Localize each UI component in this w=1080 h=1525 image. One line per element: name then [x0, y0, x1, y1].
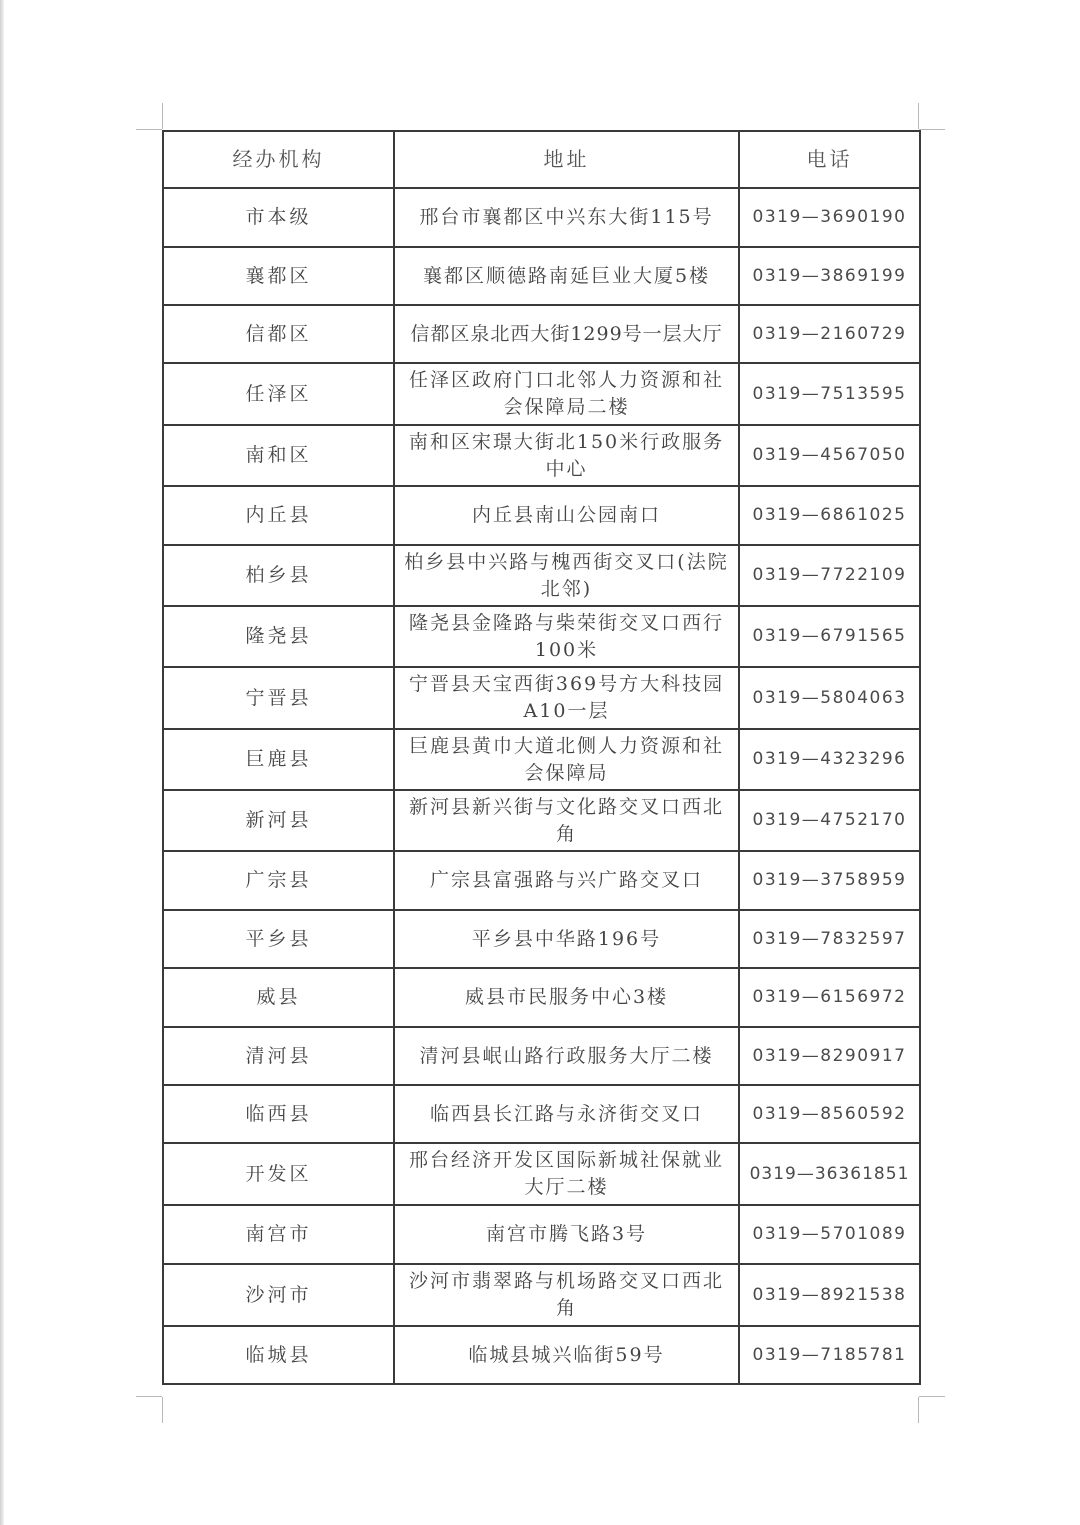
- agency-cell: 清河县: [163, 1027, 394, 1085]
- crop-mark-bottom-right-h: [919, 1396, 945, 1397]
- table-row: [163, 910, 920, 968]
- agency-cell: 宁晋县: [163, 667, 394, 729]
- address-cell: 巨鹿县黄巾大道北侧人力资源和社会保障局: [394, 729, 739, 790]
- table-row: [163, 606, 920, 667]
- address-cell: 新河县新兴街与文化路交叉口西北角: [394, 790, 739, 851]
- address-cell: 隆尧县金隆路与柴荣街交叉口西行100米: [394, 606, 739, 667]
- crop-mark-bottom-right-v: [918, 1397, 919, 1423]
- agency-table: [162, 130, 921, 1385]
- table-row: [163, 851, 920, 910]
- agency-cell: 沙河市: [163, 1264, 394, 1326]
- agency-cell: 任泽区: [163, 363, 394, 425]
- address-cell: 宁晋县天宝西街369号方大科技园A10一层: [394, 667, 739, 729]
- crop-mark-top-left-v: [162, 103, 163, 129]
- table-row: [163, 1326, 920, 1384]
- phone-cell: 0319—8290917: [739, 1027, 920, 1085]
- agency-cell: 开发区: [163, 1143, 394, 1205]
- crop-mark-bottom-left-v: [162, 1397, 163, 1423]
- phone-cell: 0319—3690190: [739, 188, 920, 247]
- address-cell: 广宗县富强路与兴广路交叉口: [394, 851, 739, 910]
- phone-cell: 0319—6861025: [739, 486, 920, 545]
- agency-cell: 巨鹿县: [163, 729, 394, 790]
- table-row: [163, 1027, 920, 1085]
- address-cell: 沙河市翡翠路与机场路交叉口西北角: [394, 1264, 739, 1326]
- table-row: [163, 545, 920, 606]
- phone-cell: 0319—7513595: [739, 363, 920, 425]
- phone-cell: 0319—3758959: [739, 851, 920, 910]
- crop-mark-top-right-h: [919, 129, 945, 130]
- agency-cell: 隆尧县: [163, 606, 394, 667]
- address-cell: 南宫市腾飞路3号: [394, 1205, 739, 1264]
- address-cell: 临城县城兴临街59号: [394, 1326, 739, 1384]
- table-row: [163, 305, 920, 363]
- agency-cell: 南和区: [163, 425, 394, 486]
- table-row: [163, 1264, 920, 1326]
- agency-cell: 威县: [163, 968, 394, 1027]
- agency-cell: 柏乡县: [163, 545, 394, 606]
- agency-cell: 平乡县: [163, 910, 394, 968]
- agency-cell: 临西县: [163, 1085, 394, 1143]
- phone-cell: 0319—4752170: [739, 790, 920, 851]
- address-cell: 威县市民服务中心3楼: [394, 968, 739, 1027]
- phone-cell: 0319—5804063: [739, 667, 920, 729]
- table-row: [163, 486, 920, 545]
- agency-cell: 市本级: [163, 188, 394, 247]
- header-phone: 电话: [739, 131, 920, 188]
- table-row: [163, 1143, 920, 1205]
- table-row: [163, 425, 920, 486]
- phone-cell: 0319—7185781: [739, 1326, 920, 1384]
- crop-mark-top-right-v: [918, 103, 919, 129]
- phone-cell: 0319—6791565: [739, 606, 920, 667]
- table-row: [163, 247, 920, 305]
- address-cell: 任泽区政府门口北邻人力资源和社会保障局二楼: [394, 363, 739, 425]
- table-row: [163, 729, 920, 790]
- address-cell: 襄都区顺德路南延巨业大厦5楼: [394, 247, 739, 305]
- address-cell: 内丘县南山公园南口: [394, 486, 739, 545]
- table-row: [163, 968, 920, 1027]
- phone-cell: 0319—7832597: [739, 910, 920, 968]
- crop-mark-bottom-left-h: [136, 1396, 162, 1397]
- address-cell: 信都区泉北西大街1299号一层大厅: [394, 305, 739, 363]
- table-row: [163, 1205, 920, 1264]
- agency-cell: 新河县: [163, 790, 394, 851]
- phone-cell: 0319—2160729: [739, 305, 920, 363]
- phone-cell: 0319—4567050: [739, 425, 920, 486]
- table-row: [163, 790, 920, 851]
- header-row: [163, 131, 920, 188]
- agency-cell: 广宗县: [163, 851, 394, 910]
- address-cell: 平乡县中华路196号: [394, 910, 739, 968]
- header-agency: 经办机构: [163, 131, 394, 188]
- address-cell: 南和区宋璟大街北150米行政服务中心: [394, 425, 739, 486]
- phone-cell: 0319—6156972: [739, 968, 920, 1027]
- address-cell: 邢台市襄都区中兴东大街115号: [394, 188, 739, 247]
- phone-cell: 0319—8921538: [739, 1264, 920, 1326]
- table-row: [163, 363, 920, 425]
- address-cell: 清河县岷山路行政服务大厅二楼: [394, 1027, 739, 1085]
- table-row: [163, 188, 920, 247]
- agency-cell: 临城县: [163, 1326, 394, 1384]
- address-cell: 柏乡县中兴路与槐西街交叉口(法院北邻): [394, 545, 739, 606]
- phone-cell: 0319—3869199: [739, 247, 920, 305]
- page-edge: [0, 0, 4, 1525]
- phone-cell: 0319—4323296: [739, 729, 920, 790]
- agency-cell: 内丘县: [163, 486, 394, 545]
- address-cell: 邢台经济开发区国际新城社保就业大厅二楼: [394, 1143, 739, 1205]
- agency-cell: 信都区: [163, 305, 394, 363]
- phone-cell: 0319—8560592: [739, 1085, 920, 1143]
- table-row: [163, 1085, 920, 1143]
- crop-mark-top-left-h: [136, 129, 162, 130]
- header-address: 地址: [394, 131, 739, 188]
- agency-cell: 襄都区: [163, 247, 394, 305]
- phone-cell: 0319—36361851: [739, 1143, 920, 1205]
- address-cell: 临西县长江路与永济街交叉口: [394, 1085, 739, 1143]
- table-row: [163, 667, 920, 729]
- phone-cell: 0319—7722109: [739, 545, 920, 606]
- phone-cell: 0319—5701089: [739, 1205, 920, 1264]
- agency-cell: 南宫市: [163, 1205, 394, 1264]
